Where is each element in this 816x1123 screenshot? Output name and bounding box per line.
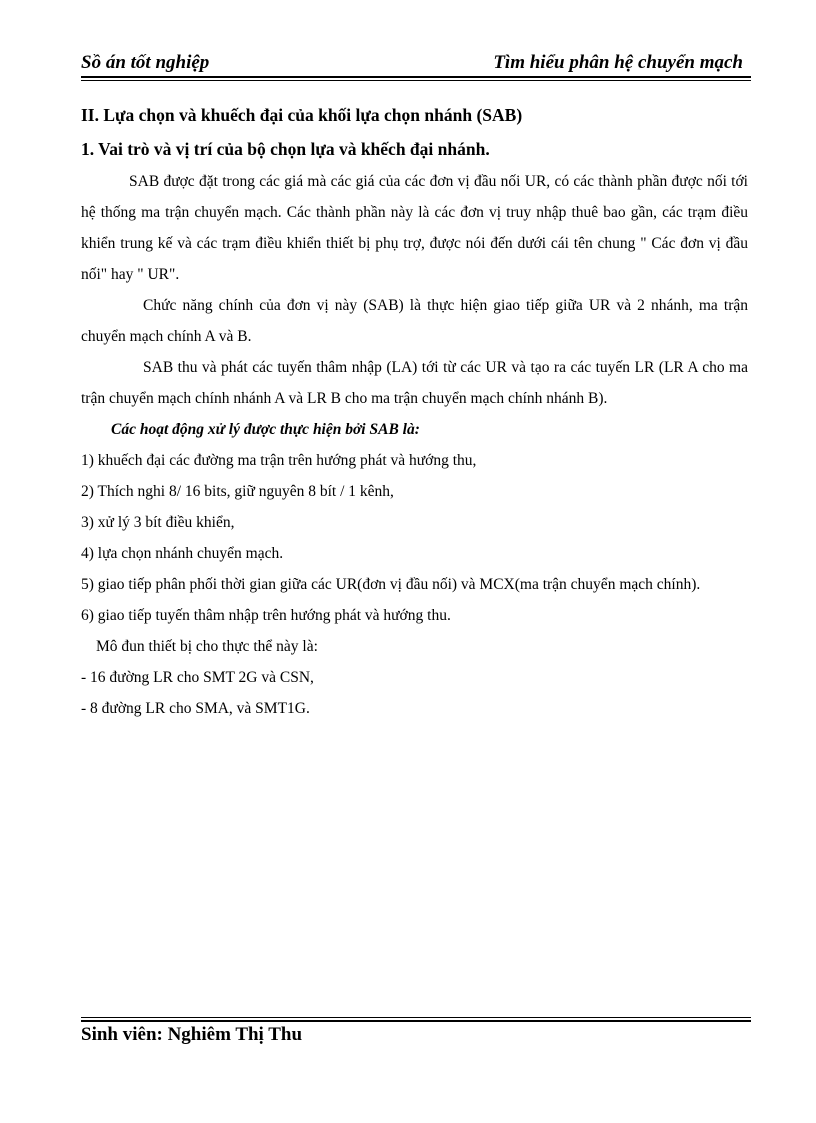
activity-item: 3) xử lý 3 bít điều khiển, — [81, 514, 235, 531]
activity-item: 2) Thích nghi 8/ 16 bits, giữ nguyên 8 bít / 1 kênh, — [81, 483, 394, 500]
header-thesis-title: Sồ án tốt nghiệp — [81, 52, 210, 73]
activities-title: Các hoạt động xử lý được thực hiện bởi SAB là: — [111, 421, 420, 438]
module-intro: Mô đun thiết bị cho thực thể này là: — [96, 638, 318, 655]
header-topic-title: Tìm hiểu phân hệ chuyển mạch — [493, 52, 743, 73]
module-item: - 16 đường LR cho SMT 2G và CSN, — [81, 669, 314, 686]
document-body — [81, 100, 748, 724]
footer-rule — [81, 1017, 751, 1022]
paragraph-sab-function: Chức năng chính của đơn vị này (SAB) là thực hiện giao tiếp giữa UR và 2 nhánh, ma trận chuyển mạch chính A và B. — [81, 297, 748, 345]
section-title: II. Lựa chọn và khuếch đại của khối lựa chọn nhánh (SAB) — [81, 105, 523, 125]
header-rule — [81, 76, 751, 81]
module-item: - 8 đường LR cho SMA, và SMT1G. — [81, 700, 310, 717]
paragraph-sab-routes: SAB thu và phát các tuyến thâm nhập (LA) tới từ các UR và tạo ra các tuyến LR (LR A cho ma trận chuyển mạch chính nhánh A và LR B cho ma trận chuyển mạch chính nhánh B). — [81, 359, 748, 407]
activity-item: 4) lựa chọn nhánh chuyển mạch. — [81, 545, 284, 562]
subsection-title: 1. Vai trò và vị trí của bộ chọn lựa và khếch đại nhánh. — [81, 139, 490, 159]
activity-item: 5) giao tiếp phân phối thời gian giữa các UR(đơn vị đầu nối) và MCX(ma trận chuyển mạch chính). — [81, 576, 701, 593]
activity-item: 1) khuếch đại các đường ma trận trên hướng phát và hướng thu, — [81, 452, 477, 469]
footer-author: Sinh viên: Nghiêm Thị Thu — [81, 1024, 303, 1045]
activity-item: 6) giao tiếp tuyến thâm nhập trên hướng phát và hướng thu. — [81, 607, 451, 624]
paragraph-sab-placement: SAB được đặt trong các giá mà các giá của các đơn vị đầu nối UR, có các thành phần được nối tới hệ thống ma trận chuyển mạch. Các thành phần này là các đơn vị truy nhập thuê bao gần, các trạm điều khiển trung kế và các trạm điều khiển thiết bị phụ trợ, được nói đến dưới cái tên chung " Các đơn vị đầu nối" hay " UR". — [81, 173, 748, 283]
